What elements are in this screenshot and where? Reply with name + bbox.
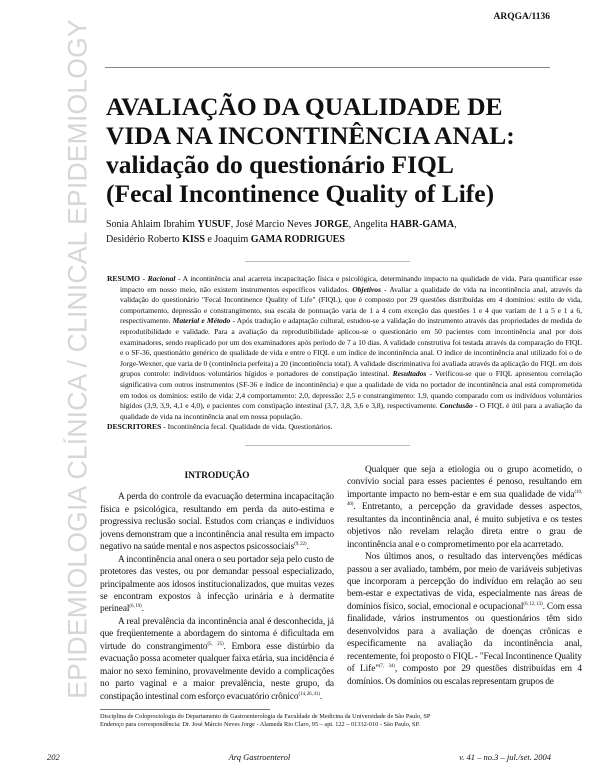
author: José Marcio Neves JORGE, (235, 219, 354, 230)
author: Angelita HABR-GAMA, (353, 219, 457, 230)
footnote-affiliation: Disciplina de Coloproctologia do Departamento de Gastroenterologia da Faculdade de Medicina da Universidade de São Paulo, SP (100, 713, 431, 721)
body-column-left (100, 464, 334, 703)
footnote-divider (100, 709, 270, 710)
article-code: ARQGA/1136 (493, 12, 550, 22)
section-banner-text: EPIDEMIOLOGIA CLÍNICA / CLINICAL EPIDEMIOLOGY (62, 19, 93, 699)
author: Desidério Roberto KISS e (106, 234, 215, 245)
body-columns (100, 464, 582, 703)
footnotes (100, 713, 590, 730)
issue-info: v. 41 – no.3 – jul./set. 2004 (459, 751, 551, 762)
author: Joaquim GAMA RODRIGUES (214, 234, 345, 245)
footnote-address: Endereço para correspondência: Dr. José Márcio Neves Jorge - Alameda Rio Claro, 95 – apt. 122 – 01332-010 - São Paulo, SP. (100, 721, 420, 729)
abstract: RESUMO - Racional - A incontinência anal acarreta incapacitação física e psicológica, determinando impacto na qualidade de vida. Para quantificar esse impacto em nosso meio, não existem instrumentos específicos validados. Objetivos - Avaliar a qualidade de vida na incontinência anal, através da validação do questionário "Fecal Incontinence Quality of Life" (FIQL), que é composto por 29 questões distribuídas em 4 domínios: estilo de vida, comportamento, depressão e constrangimento, sua escala de pontuação varia de 1 a 4 com exceção das questões 1 e 4 que variam de 1 a 5 e 1 a 6, respectivamente. Material e Método - Após tradução e adaptação cultural, estudou-se a validação do instrumento através das propriedades de medida de reprodutibilidade e validade. Para a avaliação da reprodutibilidade aplicou-se o questionário em 50 pacientes com incontinência anal por dois examinadores, sendo reaplicado por um dos examinadores após período de 7 a 10 dias. A validade construtiva foi testada através da comparação do FIQL e o SF-36, questionário genérico de qualidade de vida e entre o FIQL e um índice de incontinência anal. O índice de incontinência anal utilizado foi o de Jorge-Wexner, que varia de 0 (continência perfeita) a 20 (incontinência total). A validade discriminativa foi avaliada através da aplicação do FIQL em dois grupos controle: indivíduos voluntários hígidos e portadores de constipação intestinal. Resultados - Verificou-se que o FIQL apresentou correlação significativa com outros instrumentos (SF-36 e índice de incontinência) e que a qualidade de vida no portador de incontinência anal está comprometida em todos os domínios: estilo de vida: 2,4 comportamento: 2,0, depressão: 2,5 e constrangimento: 1,9, quando comparado com os indivíduos voluntários hígidos (3,9, 3,9, 4,1 e 4,0), e pacientes com constipação intestinal (3,7, 3,8, 3,6 e 3,8), respectivamente. Conclusão - O FIQL é útil para a avaliação da qualidade de vida na incontinência anal em nossa população. (107, 274, 583, 421)
author: Sonia Ahlaim Ibrahim YUSUF, (106, 219, 236, 230)
article-title (106, 92, 582, 208)
title-line: VIDA NA INCONTINÊNCIA ANAL: (106, 121, 515, 150)
body-column-right (347, 464, 582, 703)
abstract-top-divider (245, 261, 410, 262)
page-number: 202 (47, 751, 60, 762)
abstract-bottom-divider (245, 445, 410, 446)
title-line: AVALIAÇÃO DA QUALIDADE DE (106, 92, 503, 121)
subtitle-line: (Fecal Incontinence Quality of Life) (106, 179, 495, 208)
paragraph: A perda do controle da evacuação determina incapacitação física e psicológica, resultando em perda da auto-estima e progressiva reclusão social. Estudos com crianças e indivíduos jovens demonstram que a incontinência anal resulta em impacto negativo na saúde mental e nos aspectos psicossociais$^{(9, 22)}$. (100, 492, 334, 553)
paragraph: Nos últimos anos, o resultado das intervenções médicas passou a ser avaliado, também, por meio de variáveis subjetivas que incorporam a percepção do indivíduo em relação ao seu bem-estar e expectativas de vida, especialmente nas áreas de domínios físico, social, emocional e ocupacional$^{(6, 12, 13)}$. Com essa finalidade, vários instrumentos ou questionários têm sido desenvolvidos para a avaliação de doenças crônicas e especificamente na avaliação da incontinência anal, recentemente, foi proposto o FIQL - "Fecal Incontinence Quality of Life"$^{(7, 34)}$, composto por 29 questões distribuídas em 4 domínios. Os domínios ou escalas representam grupos de (347, 552, 582, 687)
paragraph: A incontinência anal onera o seu portador seja pelo custo de protetores das vestes, ou por demandar pessoal especializado, principalmente aos idosos institucionalizados, que muitas vezes se encontram expostos à infecção urinária e à dermatite perineal$^{(6, 19)}$. (100, 554, 334, 615)
paragraph: Qualquer que seja a etiologia ou o grupo acometido, o convívio social para esses pacientes é penoso, resultando em importante impacto no bem-estar e em sua qualidade de vida$^{(10, 40)}$. Entretanto, a percepção da gravidade desses aspectos, resultantes da incontinência anal, é muito subjetiva e os testes objetivos não revelam relação direta entre o grau de incontinência anal e o comprometimento por ela acarretado. (347, 464, 582, 550)
page-footer (47, 752, 551, 762)
paragraph: A real prevalência da incontinência anal é desconhecida, já que freqüentemente a abordagem do sintoma é dificultada em virtude do constrangimento$^{(5, 25)}$. Embora esse distúrbio da evacuação possa acometer qualquer faixa etária, sua incidência é maior no sexo feminino, provavelmente devido a complicações no parto vaginal e a maior prevalência, neste grupo, da constipação intestinal com esforço evacuatório crônico$^{(14, 26, 41)}$. (100, 616, 335, 702)
journal-name: Arq Gastroenterol (228, 751, 291, 762)
author-list (106, 217, 582, 247)
section-heading: INTRODUÇÃO (184, 470, 250, 481)
descriptors: DESCRITORES - Incontinência fecal. Qualidade de vida. Questionários. (107, 422, 333, 432)
section-banner (62, 19, 94, 699)
subtitle-line: validação do questionário FIQL (106, 150, 454, 179)
